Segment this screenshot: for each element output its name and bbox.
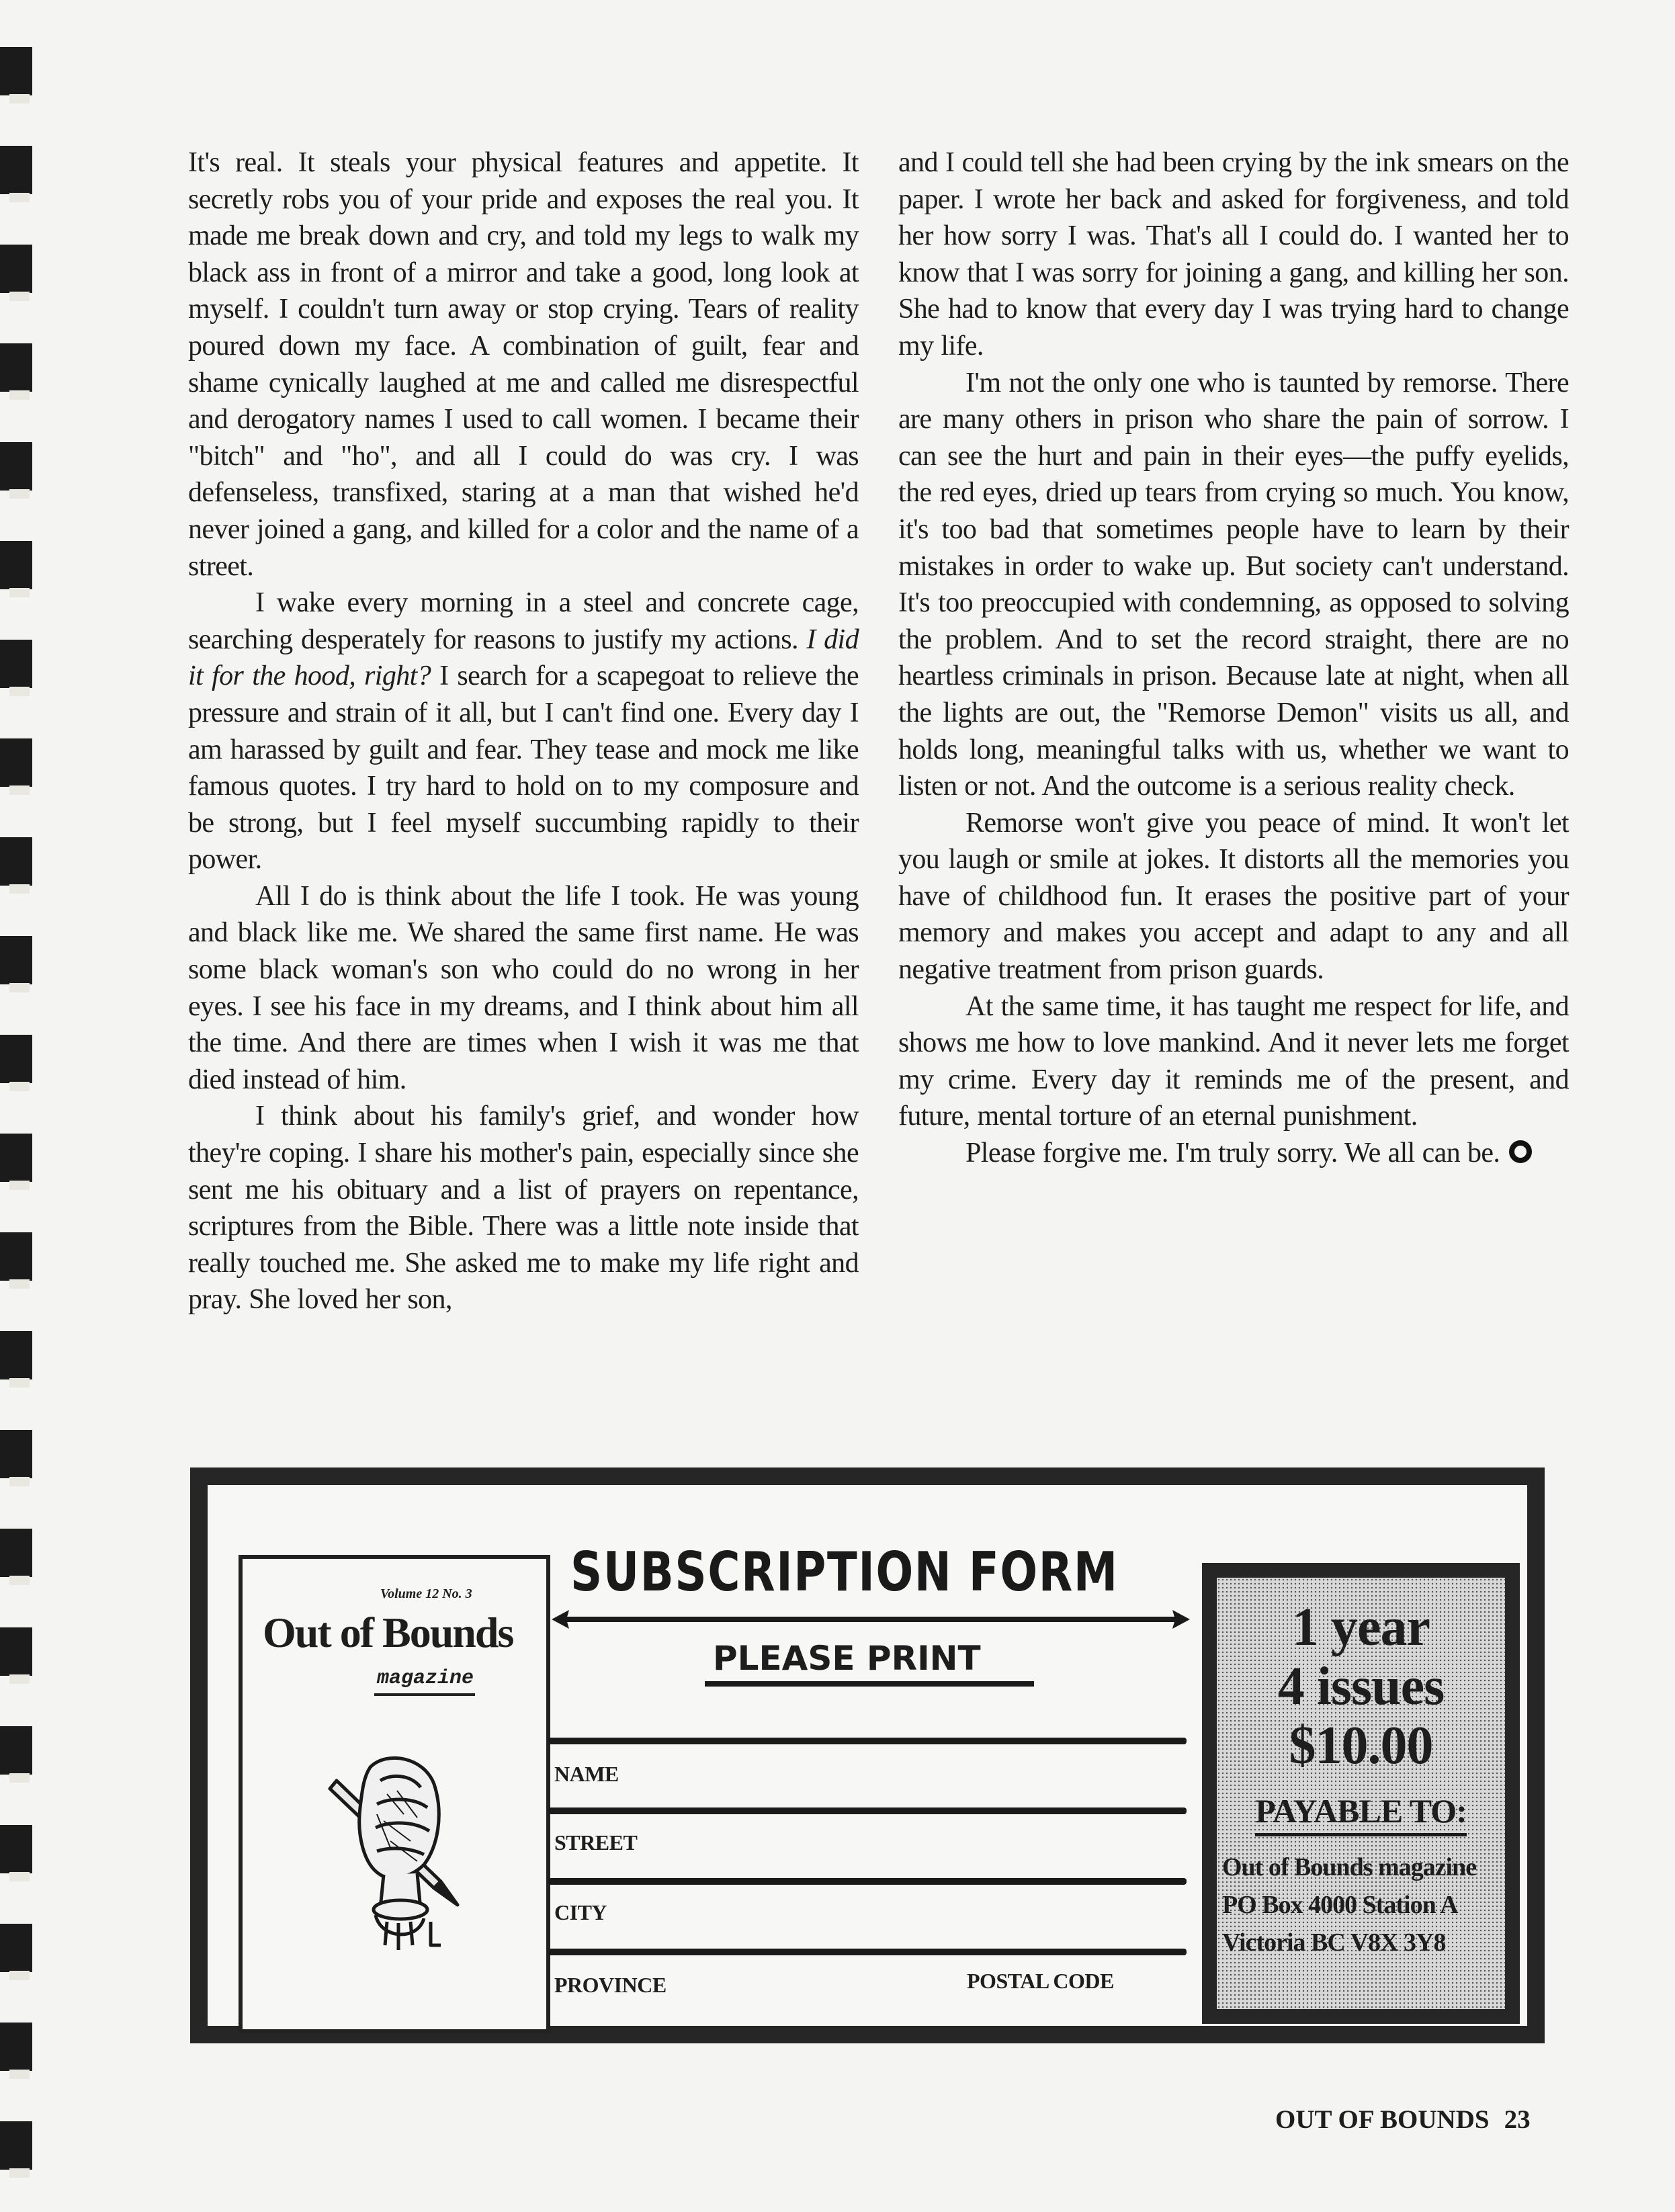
address-line: PO Box 4000 Station A [1222, 1891, 1458, 1919]
page-number: 23 [1504, 2105, 1531, 2134]
spiral-ring [0, 47, 32, 95]
article-right-column [898, 144, 1569, 1172]
subscription-price: $10.00 [1289, 1716, 1433, 1775]
spiral-ring [0, 1825, 32, 1873]
spiral-ring [0, 1134, 32, 1182]
article-paragraph [188, 585, 859, 878]
spiral-ring [0, 837, 32, 886]
spiral-ring [0, 640, 32, 688]
payable-to-label: PAYABLE TO: [1255, 1790, 1467, 1836]
spiral-ring [0, 1924, 32, 1972]
spiral-ring [0, 1529, 32, 1577]
article-paragraph: and I could tell she had been crying by the ink smears on the paper. I wrote her back and asked for forgiveness, and told her how sorry I was. That's all I could do. I wanted her to know that I was sorry for joining a gang, and killing her son. She had to know that every day I was trying hard to change my life. [898, 147, 1569, 361]
article-paragraph: Remorse won't give you peace of mind. It won't let you laugh or smile at jokes. It distorts all the memories you have of childhood fun. It erases the positive part of your memory and makes you accept and adapt to any and all negative treatment from prison guards. [898, 807, 1569, 986]
spiral-ring [0, 1232, 32, 1281]
logo-subtitle: magazine [377, 1667, 474, 1690]
article-paragraph: At the same time, it has taught me respect for life, and shows me how to love mankind. And it never lets me forget my crime. Every day it reminds me of the present, and future, mental torture of an eternal punishment. [898, 990, 1569, 1132]
address-line: Out of Bounds magazine [1222, 1853, 1477, 1881]
circle-end-mark-icon [1509, 1140, 1532, 1163]
city-field-label: CITY [554, 1900, 607, 1924]
street-field-line[interactable] [548, 1878, 1187, 1885]
please-print-heading: PLEASE PRINT [713, 1639, 981, 1678]
subscription-title-text: SUBSCRIPTION FORM [570, 1541, 1119, 1603]
magazine-logo-panel [239, 1555, 550, 2033]
spiral-ring [0, 1035, 32, 1083]
spiral-ring [0, 1726, 32, 1775]
italic-quote: I did it for the hood, right? [188, 624, 859, 692]
price-panel [1202, 1563, 1520, 2024]
page-footer [1275, 2104, 1531, 2135]
article-final-paragraph [898, 1135, 1569, 1172]
street-field-label: STREET [554, 1830, 638, 1855]
subscription-term: 1 year [1291, 1598, 1430, 1657]
spiral-ring [0, 146, 32, 194]
spiral-ring [0, 738, 32, 787]
spiral-ring [0, 541, 32, 589]
please-print-underline [705, 1681, 1034, 1687]
spiral-ring [0, 1627, 32, 1676]
name-field-label: NAME [554, 1762, 619, 1786]
fist-holding-pencil-icon [323, 1754, 478, 1955]
form-top-rule [548, 1738, 1187, 1744]
article-paragraph: I'm not the only one who is taunted by remorse. There are many others in prison who share the pain of sorrow. I can see the hurt and pain in their eyes—the puffy eyelids, the red eyes, dried up tears from crying so much. You know, it's too bad that sometimes people have to learn by their mistakes in order to wake up. But society can't understand. It's too preoccupied with condemning, as opposed to solving the problem. And to set the record straight, there are no heartless criminals in prison. Because late at night, when all the lights are out, the "Remorse Demon" visits us all, and holds long, meaningful talks with us, whether we want to listen or not. And the outcome is a serious reality check. [898, 367, 1569, 802]
logo-pen-underline [374, 1693, 475, 1696]
subscription-title [570, 1539, 1175, 1606]
spiral-ring [0, 2121, 32, 2170]
province-field-label: PROVINCE [554, 1973, 667, 1997]
article-left-column [188, 144, 859, 1318]
spiral-ring [0, 2023, 32, 2071]
logo-volume: Volume 12 No. 3 [380, 1586, 472, 1601]
subscription-issues: 4 issues [1277, 1657, 1445, 1716]
spiral-ring [0, 343, 32, 392]
paragraph-text: Please forgive me. I'm truly sorry. We all can be. [965, 1138, 1500, 1169]
payable-address [1217, 1848, 1505, 1961]
postal-code-field-label: POSTAL CODE [967, 1969, 1114, 1993]
logo-title: Out of Bounds [263, 1609, 513, 1656]
paragraph-text: I search for a scapegoat to relieve the pressure and strain of it all, but I can't find one. Every day I am harassed by guilt and fear. They tease and mock me like famous quotes. I try hard to hold on to my composure and be strong, but I feel myself succumbing rapidly to their power. [188, 661, 859, 876]
subscription-form [190, 1467, 1545, 2043]
spiral-ring [0, 245, 32, 293]
spiral-ring [0, 1430, 32, 1478]
spiral-ring [0, 936, 32, 984]
paragraph-text: I wake every morning in a steel and concrete cage, searching desperately for reasons to justify my actions. [188, 587, 859, 655]
name-field-line[interactable] [548, 1807, 1187, 1814]
article-paragraph: All I do is think about the life I took. He was young and black like me. We shared the same first name. He was some black woman's son who could do no wrong in her eyes. I see his face in my dreams, and I think about him all the time. And there are times when I wish it was me that died instead of him. [188, 880, 859, 1095]
article-paragraph: I think about his family's grief, and wonder how they're coping. I share his mother's pain, especially since she sent me his obituary and a list of prayers on repentance, scriptures from the Bible. There was a little note inside that really touched me. She asked me to make my life right and pray. She loved her son, [188, 1101, 859, 1316]
spiral-ring [0, 1331, 32, 1379]
city-field-line[interactable] [548, 1949, 1187, 1955]
address-line: Victoria BC V8X 3Y8 [1222, 1928, 1446, 1957]
footer-publication: OUT OF BOUNDS [1275, 2105, 1490, 2134]
spiral-ring [0, 442, 32, 491]
article-paragraph: It's real. It steals your physical features and appetite. It secretly robs you of your pride and exposes the real you. It made me break down and cry, and told my legs to walk my black ass in front of a mirror and take a good, long look at myself. I couldn't turn away or stop crying. Tears of reality poured down my face. A combination of guilt, fear and shame cynically laughed at me and called me disrespectful and derogatory names I used to call women. I became their "bitch" and "ho", and all I could do was cry. I was defenseless, transfixed, staring at a man that wished he'd never joined a gang, and killed for a color and the name of a street. [188, 147, 859, 582]
double-arrow-icon [552, 1607, 1190, 1631]
